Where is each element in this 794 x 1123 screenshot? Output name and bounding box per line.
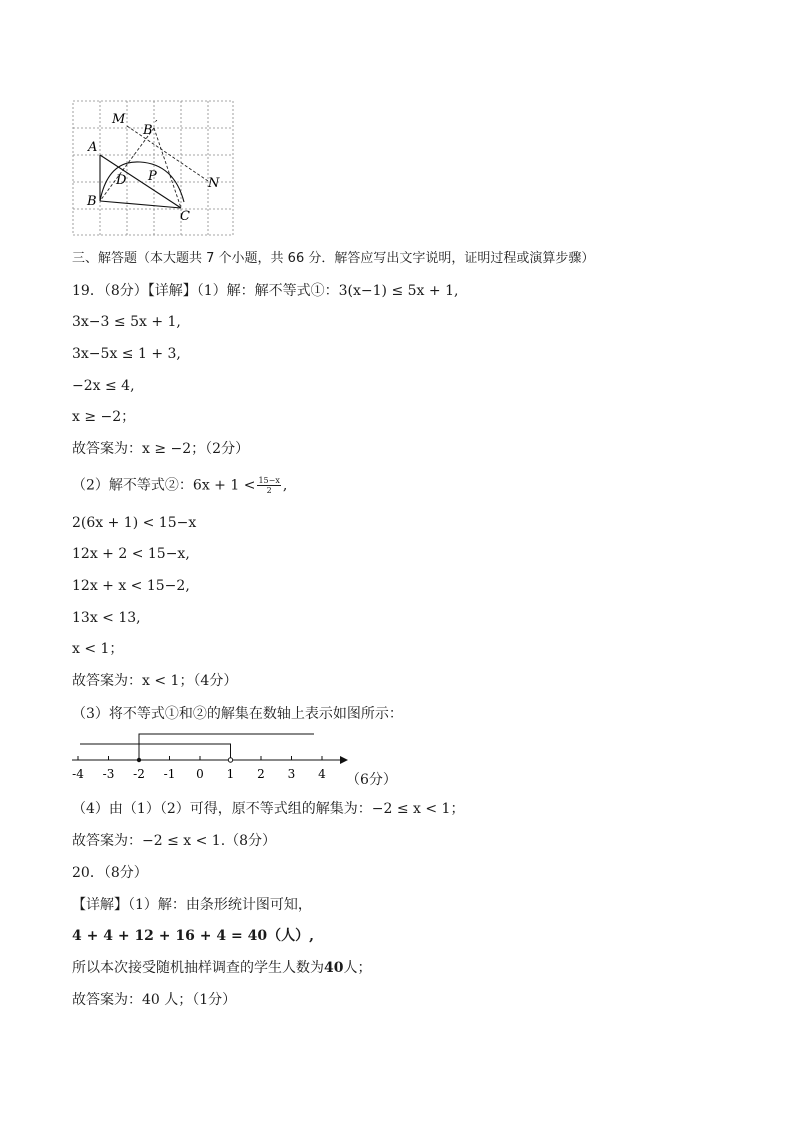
q19-s1: 2(6x + 1) < 15−x xyxy=(72,515,197,531)
label-N: N xyxy=(208,176,220,191)
q19-part4 xyxy=(72,800,464,818)
q19-step4: x ≥ −2； xyxy=(72,409,136,425)
number-line-score: （6分） xyxy=(346,772,397,788)
part4-prefix: （4）由（1）（2）可得，原不等式组的解集为： xyxy=(72,801,372,817)
q19-s4: 13x < 13, xyxy=(72,610,141,626)
part2-prefix: （2）解不等式②： xyxy=(72,477,193,494)
label-M: M xyxy=(112,112,126,127)
geometry-figure xyxy=(70,98,236,238)
label-D: D xyxy=(116,173,127,188)
answer-math: x < 1 xyxy=(142,673,180,689)
solid-lines xyxy=(100,155,184,208)
q20-answer xyxy=(72,991,236,1009)
q20-conclusion xyxy=(72,959,371,977)
answer-math: x ≥ −2 xyxy=(142,441,192,457)
label-C: C xyxy=(180,209,190,224)
conclusion-suffix: 人； xyxy=(343,960,372,976)
q19-ineq1: 3(x−1) ≤ 5x + 1, xyxy=(338,283,459,299)
q19-part2 xyxy=(72,476,287,495)
label-B: B xyxy=(87,194,97,209)
conclusion-number: 40 xyxy=(324,960,344,976)
q19-s3: 12x + x < 15−2, xyxy=(72,578,190,594)
answer-suffix: ；（2分） xyxy=(191,441,250,457)
tick-label: 2 xyxy=(257,767,265,781)
part4-suffix: ； xyxy=(450,801,465,817)
tick-label: -3 xyxy=(102,767,115,781)
fraction-numerator: 15−x xyxy=(258,476,280,485)
label-A: A xyxy=(88,140,98,155)
q19-answer1 xyxy=(72,440,249,458)
q19-title-text: 19．（8分）【详解】（1）解：解不等式①： xyxy=(72,283,339,299)
number-line xyxy=(70,726,390,786)
q20-title: 20．（8分） xyxy=(72,865,148,881)
tick-label: 3 xyxy=(287,767,296,781)
q19-step2: 3x−5x ≤ 1 + 3, xyxy=(72,346,181,362)
tick-label: -1 xyxy=(163,767,176,781)
answer-suffix: .（8分） xyxy=(220,833,277,849)
grid xyxy=(73,101,233,235)
tick-label: -4 xyxy=(72,767,84,781)
q19-step1: 3x−3 ≤ 5x + 1, xyxy=(72,314,181,330)
q19-step3: −2x ≤ 4, xyxy=(72,378,135,394)
q19-answer2 xyxy=(72,672,237,690)
q19-s5: x < 1； xyxy=(72,641,124,657)
label-P: P xyxy=(148,169,157,184)
conclusion-prefix: 所以本次接受随机抽样调查的学生人数为 xyxy=(72,960,324,976)
fraction-denominator: 2 xyxy=(266,486,272,495)
q19-s2: 12x + 2 < 15−x, xyxy=(72,546,190,562)
q20-calc: 4 + 4 + 12 + 16 + 4 = 40（人）, xyxy=(72,928,314,944)
axis-arrow xyxy=(340,756,348,764)
prime-mark: ′ xyxy=(155,118,158,131)
answer-value: 40 人；（1分） xyxy=(142,992,237,1008)
answer-math: −2 ≤ x < 1 xyxy=(142,833,221,849)
closed-point-neg2 xyxy=(137,758,141,762)
answer-prefix: 故答案为： xyxy=(72,673,142,689)
fraction xyxy=(257,476,280,495)
q19-answer4 xyxy=(72,832,276,850)
tick-label: 1 xyxy=(226,767,235,781)
label-B-prime: B xyxy=(143,123,153,138)
part2-suffix: , xyxy=(282,477,288,494)
solution-x-lt-1 xyxy=(80,744,231,760)
solution-x-ge-neg2 xyxy=(139,734,314,760)
answer-suffix: ；（4分） xyxy=(179,673,238,689)
section-header: 三、解答题（本大题共 7 个小题，共 66 分．解答应写出文字说明，证明过程或演算步骤） xyxy=(72,251,595,266)
answer-prefix: 故答案为： xyxy=(72,441,142,457)
q20-detail: 【详解】（1）解：由条形统计图可知， xyxy=(72,897,312,913)
tick-label: 0 xyxy=(196,767,204,781)
tick-label: -2 xyxy=(133,767,145,781)
part2-math: 6x + 1 < xyxy=(192,477,256,494)
open-point-1 xyxy=(228,758,232,762)
tick-label: 4 xyxy=(318,767,326,781)
q19-title xyxy=(72,282,458,300)
answer-prefix: 故答案为： xyxy=(72,992,142,1008)
answer-prefix: 故答案为： xyxy=(72,833,142,849)
part4-math: −2 ≤ x < 1 xyxy=(371,801,451,817)
q19-part3: （3）将不等式①和②的解集在数轴上表示如图所示： xyxy=(72,706,403,722)
